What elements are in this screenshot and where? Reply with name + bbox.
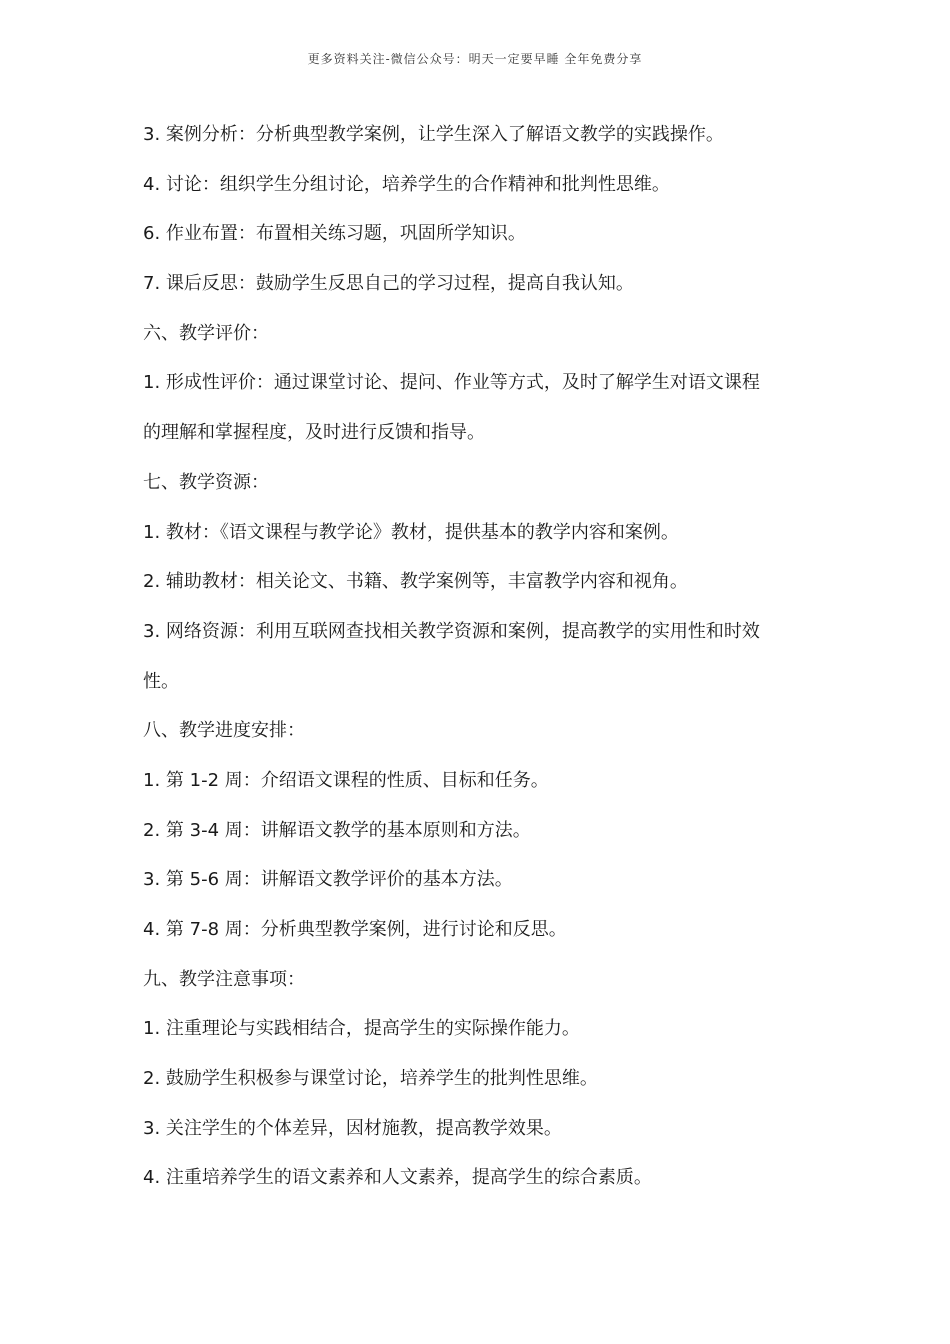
list-item-formative-evaluation-cont: 的理解和掌握程度，及时进行反馈和指导。 <box>143 422 485 444</box>
list-item-discussion: 4. 讨论：组织学生分组讨论，培养学生的合作精神和批判性思维。 <box>143 173 670 195</box>
list-item-literacy: 4. 注重培养学生的语文素养和人文素养，提高学生的综合素质。 <box>143 1167 652 1189</box>
section-heading-resources: 七、教学资源： <box>143 471 269 493</box>
section-heading-notes: 九、教学注意事项： <box>143 968 305 990</box>
document-body <box>143 110 823 1203</box>
list-item-week-3-4: 2. 第 3-4 周：讲解语文教学的基本原则和方法。 <box>143 819 531 841</box>
section-heading-schedule: 八、教学进度安排： <box>143 720 305 742</box>
section-heading-evaluation: 六、教学评价： <box>143 322 269 344</box>
list-item-reflection: 7. 课后反思：鼓励学生反思自己的学习过程，提高自我认知。 <box>143 273 634 295</box>
list-item-week-5-6: 3. 第 5-6 周：讲解语文教学评价的基本方法。 <box>143 869 513 891</box>
list-item-online-resources-cont: 性。 <box>143 670 179 692</box>
list-item-week-7-8: 4. 第 7-8 周：分析典型教学案例，进行讨论和反思。 <box>143 919 567 940</box>
list-item-auxiliary-materials: 2. 辅助教材：相关论文、书籍、教学案例等，丰富教学内容和视角。 <box>143 571 688 593</box>
page-header: 更多资料关注-微信公众号：明天一定要早睡 全年免费分享 <box>307 52 643 66</box>
list-item-theory-practice: 1. 注重理论与实践相结合，提高学生的实际操作能力。 <box>143 1018 580 1040</box>
list-item-week-1-2: 1. 第 1-2 周：介绍语文课程的性质、目标和任务。 <box>143 769 549 791</box>
list-item-online-resources: 3. 网络资源：利用互联网查找相关教学资源和案例，提高教学的实用性和时效 <box>143 620 760 642</box>
list-item-individual-differences: 3. 关注学生的个体差异，因材施教，提高教学效果。 <box>143 1117 562 1139</box>
list-item-participation: 2. 鼓励学生积极参与课堂讨论，培养学生的批判性思维。 <box>143 1068 598 1090</box>
list-item-case-analysis: 3. 案例分析：分析典型教学案例，让学生深入了解语文教学的实践操作。 <box>143 124 724 145</box>
list-item-homework: 6. 作业布置：布置相关练习题，巩固所学知识。 <box>143 223 526 245</box>
list-item-textbook: 1. 教材：《语文课程与教学论》教材，提供基本的教学内容和案例。 <box>143 521 679 543</box>
list-item-formative-evaluation: 1. 形成性评价：通过课堂讨论、提问、作业等方式，及时了解学生对语文课程 <box>143 372 760 394</box>
